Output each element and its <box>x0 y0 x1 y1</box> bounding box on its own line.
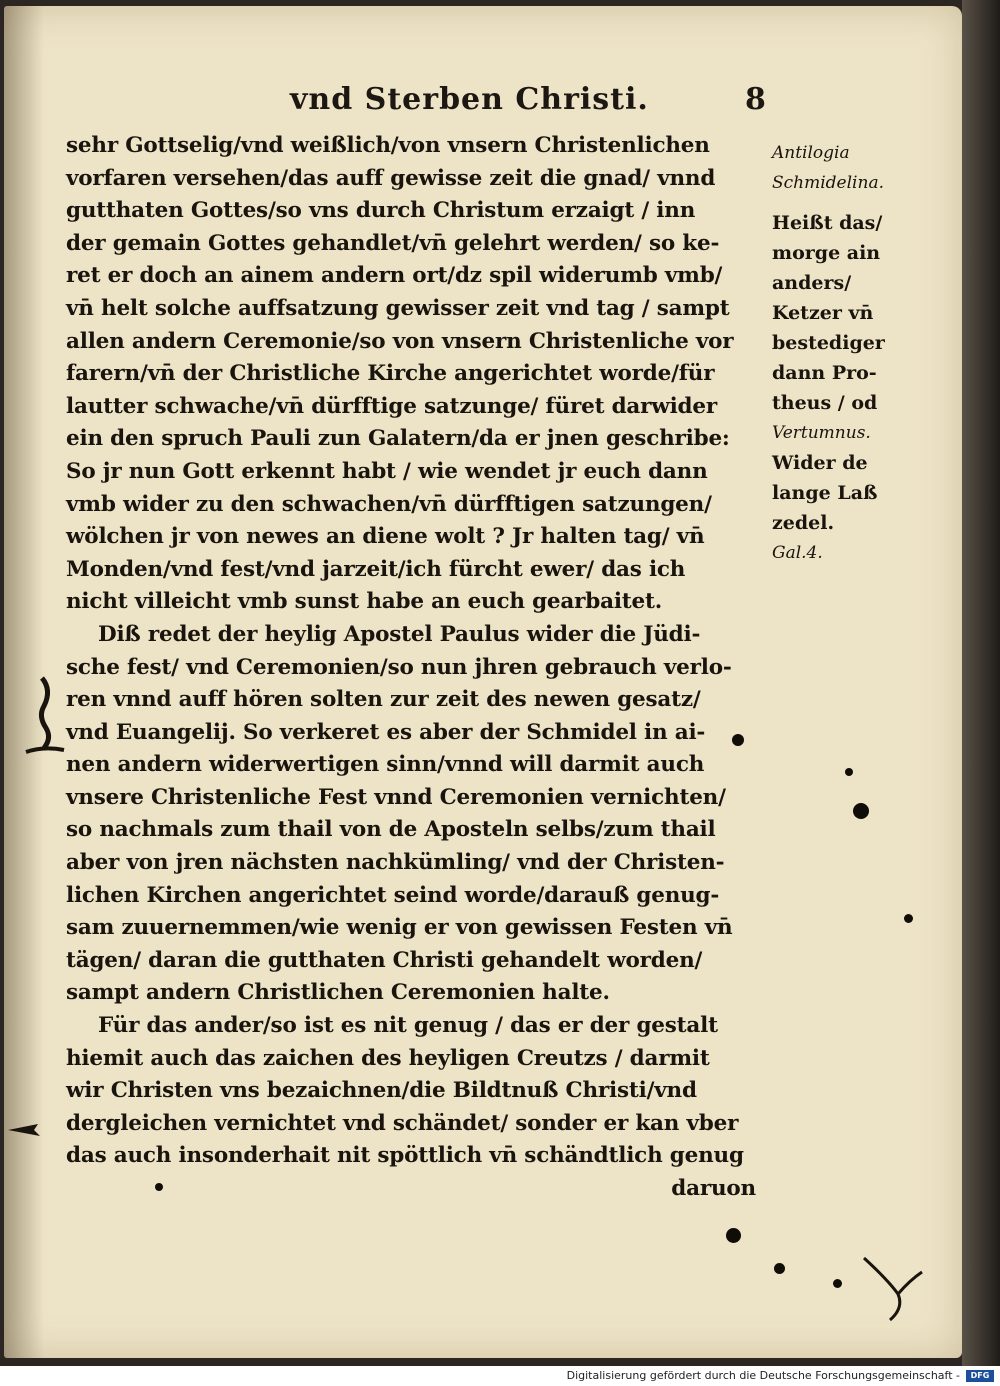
text-line: lichen Kirchen angerichtet seind worde/darauß genug- <box>66 882 720 908</box>
ink-blot <box>853 803 869 819</box>
margin-note: zedel. <box>772 512 835 534</box>
text-line: der gemain Gottes gehandlet/vn̄ gelehrt werden/ so ke- <box>66 230 720 256</box>
page-edge-shadow <box>962 0 1000 1366</box>
margin-note: Vertumnus. <box>772 423 871 443</box>
ink-blot <box>904 914 913 923</box>
ink-blot <box>732 734 744 746</box>
text-line: das auch insonderhait nit spöttlich vn̄ schändtlich genug <box>66 1143 744 1169</box>
text-line: wölchen jr von newes an diene wolt ? Jr halten tag/ vn̄ <box>66 524 705 550</box>
running-head: vnd Sterben Christi. <box>290 82 649 117</box>
ink-blot <box>726 1228 741 1243</box>
text-line: so nachmals zum thail von de Aposteln selbs/zum thail <box>66 817 716 843</box>
text-line: Monden/vnd fest/vnd jarzeit/ich fürcht ewer/ das ich <box>66 556 686 582</box>
margin-note: Gal.4. <box>772 543 823 563</box>
paragraph-start-line: Für das ander/so ist es nit genug / das er der gestalt <box>98 1013 718 1039</box>
margin-note: Wider de <box>772 452 868 474</box>
funding-notice: Digitalisierung gefördert durch die Deutsche Forschungsgemeinschaft - <box>566 1369 960 1382</box>
text-line: tägen/ daran die gutthaten Christi gehandelt worden/ <box>66 947 703 973</box>
text-line: ein den spruch Pauli zun Galatern/da er jnen geschribe: <box>66 426 730 452</box>
margin-bracket-mark <box>24 672 74 762</box>
margin-note: lange Laß <box>772 482 878 504</box>
margin-note: Ketzer vn̄ <box>772 302 874 324</box>
body-text <box>66 130 766 1206</box>
ink-blot <box>845 768 853 776</box>
text-line: dergleichen vernichtet vnd schändet/ sonder er kan vber <box>66 1110 739 1136</box>
margin-note: theus / od <box>772 392 878 414</box>
margin-pointer-mark <box>4 1118 44 1142</box>
text-line: vmb wider zu den schwachen/vn̄ dürfftigen satzungen/ <box>66 491 712 517</box>
catchword: daruon <box>671 1176 756 1201</box>
footer-bar <box>0 1366 1000 1386</box>
text-line: allen andern Ceremonie/so von vnsern Christenliche vor <box>66 328 734 354</box>
text-line: sampt andern Christlichen Ceremonien halte. <box>66 980 610 1006</box>
text-line: vn̄ helt solche auffsatzung gewisser zeit vnd tag / sampt <box>66 295 730 321</box>
text-line: ret er doch an ainem andern ort/dz spil widerumb vmb/ <box>66 263 723 289</box>
text-line: vorfaren versehen/das auff gewisse zeit die gnad/ vnnd <box>66 165 716 191</box>
text-line: nicht villeicht vmb sunst habe an euch gearbaitet. <box>66 589 663 615</box>
text-line: hiemit auch das zaichen des heyligen Creutzs / darmit <box>66 1045 710 1071</box>
ink-blot <box>155 1183 163 1191</box>
ink-blot <box>833 1279 842 1288</box>
margin-note: dann Pro- <box>772 362 877 384</box>
margin-note: Antilogia <box>772 143 850 163</box>
ink-scribble <box>860 1250 930 1330</box>
text-line: ren vnnd auff hören solten zur zeit des newen gesatz/ <box>66 687 701 713</box>
text-line: vnd Euangelij. So verkeret es aber der Schmidel in ai- <box>66 719 706 745</box>
margin-note: Heißt das/ <box>772 212 883 234</box>
dfg-logo: DFG <box>966 1370 994 1382</box>
text-line: lautter schwache/vn̄ dürfftige satzunge/ füret darwider <box>66 393 717 419</box>
margin-note: morge ain <box>772 242 881 264</box>
text-line: sehr Gottselig/vnd weißlich/von vnsern Christenlichen <box>66 133 710 158</box>
text-line: So jr nun Gott erkennt habt / wie wendet jr euch dann <box>66 458 708 484</box>
folio-number: 8 <box>745 82 766 117</box>
margin-note: bestediger <box>772 332 885 354</box>
text-line: sche fest/ vnd Ceremonien/so nun jhren gebrauch verlo- <box>66 654 732 680</box>
text-line: gutthaten Gottes/so vns durch Christum erzaigt / inn <box>66 198 696 224</box>
text-line: wir Christen vns bezaichnen/die Bildtnuß Christi/vnd <box>66 1078 697 1104</box>
margin-note: anders/ <box>772 272 852 294</box>
ink-blot <box>774 1263 785 1274</box>
text-line: farern/vn̄ der Christliche Kirche angerichtet worde/für <box>66 361 715 387</box>
text-line: sam zuuernemmen/wie wenig er von gewissen Festen vn̄ <box>66 915 733 941</box>
margin-note: Schmidelina. <box>772 173 884 193</box>
margin-notes <box>772 138 912 568</box>
text-line: nen andern widerwertigen sinn/vnnd will darmit auch <box>66 752 705 778</box>
text-line: aber von jren nächsten nachkümling/ vnd der Christen- <box>66 850 725 876</box>
paragraph-start-line: Diß redet der heylig Apostel Paulus wider die Jüdi- <box>98 621 701 647</box>
text-line: vnsere Christenliche Fest vnnd Ceremonien vernichten/ <box>66 784 726 810</box>
